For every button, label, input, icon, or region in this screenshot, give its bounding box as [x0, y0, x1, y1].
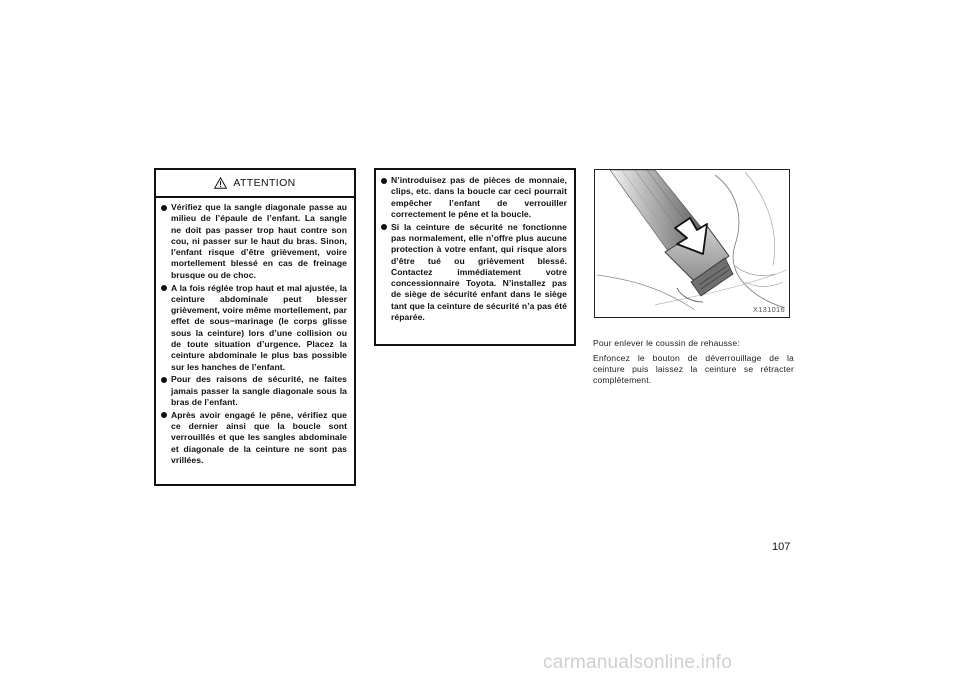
bullet-icon [161, 205, 167, 211]
warning-bullet [160, 283, 347, 373]
bullet-icon [381, 178, 387, 184]
warning-bullet-text: N’introduisez pas de pièces de monnaie, clips, etc. dans la boucle car ceci pourrait empêcher l’enfant de verrouiller correctement le pêne et la boucle. [391, 175, 567, 219]
warning-bullet-list [376, 170, 574, 323]
warning-box-continued [374, 168, 576, 346]
instruction-text: Enfoncez le bouton de déverrouillage de la ceinture puis laissez la ceinture se rétracter complètement. [593, 352, 794, 385]
bullet-icon [381, 224, 387, 230]
warning-triangle-icon [214, 177, 227, 189]
seatbelt-buckle-figure [594, 169, 790, 318]
warning-bullet-text: Si la ceinture de sécurité ne fonctionne pas normalement, elle n’offre plus aucune protection à votre enfant, qui risque alors d’être tué ou grièvement blessé. Contactez immédiatement votre concessionnaire Toyota. N’installez pas de siège de sécurité enfant dans le siège tant que la ceinture de sécurité n’a pas été réparée. [391, 221, 567, 323]
warning-bullet-text: Pour des raisons de sécurité, ne faites jamais passer la sangle diagonale sous la bras de l’enfant. [171, 374, 347, 408]
warning-title: ATTENTION [233, 177, 296, 189]
warning-box [154, 168, 356, 486]
warning-bullet [380, 222, 567, 324]
warning-bullet [380, 175, 567, 220]
bullet-icon [161, 412, 167, 418]
warning-bullet-text: A la fois réglée trop haut et mal ajustée, la ceinture abdominale peut blesser grièvement, voire même mortellement, par effet de sous−marinage (le corps glisse sous la ceinture) lors d’une collision ou de toute situation d’urgence. Placez la ceinture abdominale le plus bas possible sur les hanches de l’enfant. [171, 282, 347, 372]
watermark: carmanualsonline.info [543, 652, 733, 673]
warning-bullet-text: Vérifiez que la sangle diagonale passe au milieu de l’épaule de l’enfant. La sangle ne doit pas passer trop haut contre son cou, ni passer sur le haut du bras. Sinon, l’enfant risque d’être grièvement, voire mortellement blessé en cas de freinage brusque ou de choc. [171, 202, 347, 280]
warning-bullet [160, 374, 347, 408]
instruction-heading: Pour enlever le coussin de rehausse: [593, 337, 740, 348]
bullet-icon [161, 377, 167, 383]
warning-bullet-list [156, 198, 354, 466]
warning-bullet-text: Après avoir engagé le pêne, vérifiez que ce dernier ainsi que la boucle sont verrouillés et que les sangles abdominale et diagonale de la ceinture ne sont pas vrillées. [171, 409, 347, 466]
warning-bullet [160, 202, 347, 281]
bullet-icon [161, 285, 167, 291]
warning-bullet [160, 410, 347, 466]
page-number: 107 [772, 541, 791, 553]
seatbelt-buckle-release-illustration [595, 170, 789, 317]
warning-header [156, 170, 354, 198]
figure-code: X131016 [752, 305, 785, 314]
